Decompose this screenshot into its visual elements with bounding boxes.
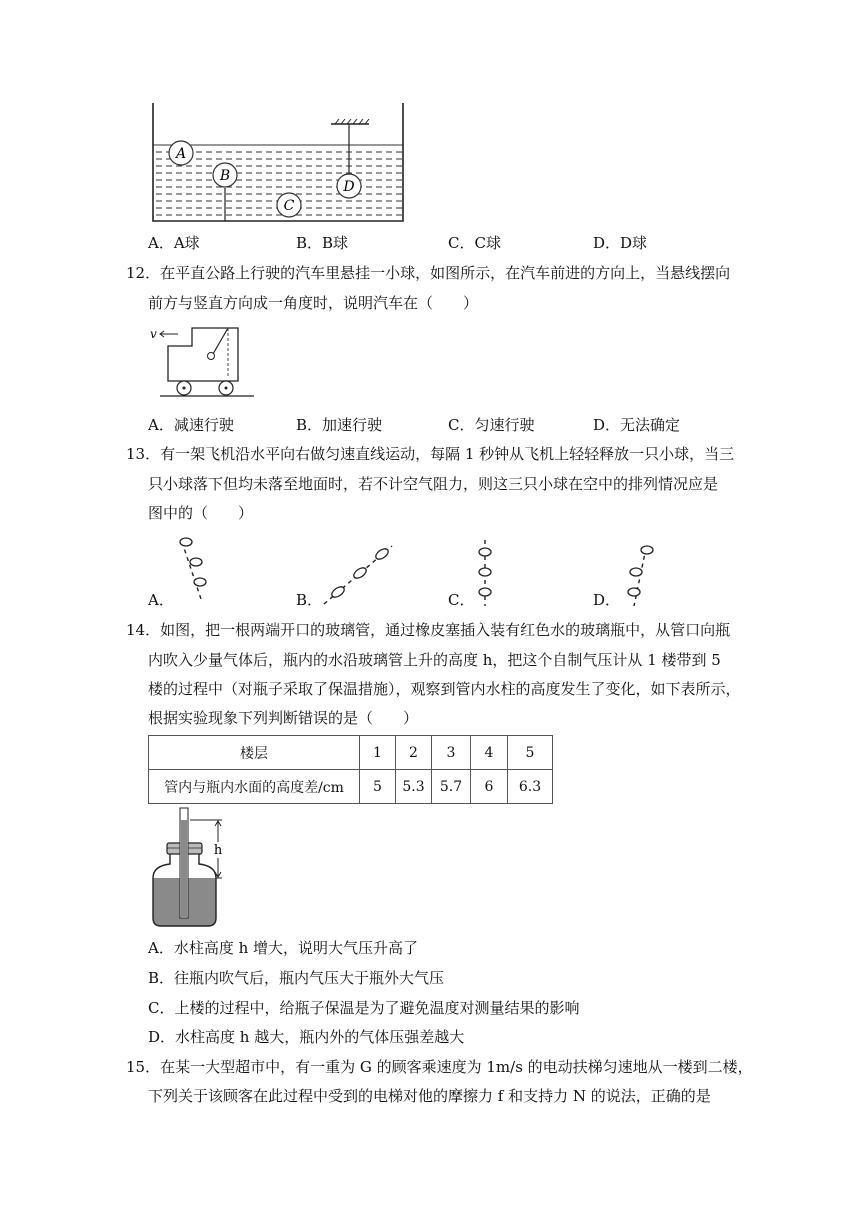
q12-option-d: D．无法确定: [593, 416, 681, 434]
q14-option-d: D．水柱高度 h 越大，瓶内外的气体压强差越大: [148, 1028, 465, 1046]
svg-text:C: C: [283, 198, 295, 214]
table-cell: 5: [508, 736, 553, 770]
ball-a: [169, 141, 193, 165]
q15-stem-line-1: 15．在某一大型超市中，有一重为 G 的顾客乘速度为 1m/s 的电动扶梯匀速地从一楼到二楼，: [126, 1058, 753, 1076]
q14-stem-line-1: 14．如图，把一根两端开口的玻璃管，通过橡皮塞插入装有红色水的玻璃瓶中，从管口向瓶: [126, 621, 731, 639]
table-row: [149, 736, 553, 770]
q13-option-d: D．: [593, 591, 621, 609]
q12-stem-line-2: 前方与竖直方向成一角度时，说明汽车在（ ）: [148, 294, 479, 312]
table-header-floor: 楼层: [149, 736, 360, 770]
q11-option-a: A．A球: [148, 234, 200, 252]
barometer-figure: [148, 806, 243, 931]
table-cell: 6: [471, 770, 508, 804]
q14-option-b: B．往瓶内吹气后，瓶内气压大于瓶外大气压: [148, 969, 445, 987]
q13-option-a: A．: [148, 591, 174, 609]
table-header-height: 管内与瓶内水面的高度差/cm: [149, 770, 360, 804]
table-cell: 4: [471, 736, 508, 770]
ball-d: [337, 174, 361, 198]
svg-text:v: v: [150, 327, 157, 341]
tank-figure: [145, 100, 410, 225]
q13-option-b: B．: [296, 591, 323, 609]
q13-figure-b: [318, 540, 398, 606]
ball-c: [277, 193, 301, 217]
q11-option-c: C．C球: [448, 234, 501, 252]
floor-height-table: [148, 735, 553, 804]
table-row: [149, 770, 553, 804]
svg-text:h: h: [213, 843, 223, 858]
q13-figure-d: [614, 538, 660, 608]
q13-stem-line-2: 只小球落下但均未落至地面时，若不计空气阻力，则这三只小球在空中的排列情况应是: [148, 475, 719, 493]
svg-text:A: A: [175, 146, 187, 162]
car-figure: [146, 318, 256, 400]
table-cell: 3: [432, 736, 471, 770]
q12-stem-line-1: 12．在平直公路上行驶的汽车里悬挂一小球，如图所示，在汽车前进的方向上，当悬线摆向: [126, 264, 731, 282]
q13-figure-c: [470, 538, 500, 608]
q15-stem-line-2: 下列关于该顾客在此过程中受到的电梯对他的摩擦力 f 和支持力 N 的说法，正确的是: [148, 1087, 711, 1105]
q14-option-c: C．上楼的过程中，给瓶子保温是为了避免温度对测量结果的影响: [148, 999, 580, 1017]
q14-stem-line-2: 内吹入少量气体后，瓶内的水沿玻璃管上升的高度 h，把这个自制气压计从 1 楼带到 5: [148, 651, 721, 669]
table-cell: 1: [360, 736, 396, 770]
q13-stem-line-1: 13．有一架飞机沿水平向右做匀速直线运动，每隔 1 秒钟从飞机上轻轻释放一只小球，当三: [126, 445, 735, 463]
q11-option-d: D．D球: [593, 234, 648, 252]
q12-option-b: B．加速行驶: [296, 416, 383, 434]
q11-option-b: B．B球: [296, 234, 349, 252]
ball-b: [213, 163, 237, 187]
q14-stem-line-4: 根据实验现象下列判断错误的是（ ）: [148, 709, 419, 727]
q14-option-a: A．水柱高度 h 增大，说明大气压升高了: [148, 939, 419, 957]
q12-option-a: A．减速行驶: [148, 416, 234, 434]
q13-figure-a: [168, 530, 218, 605]
table-cell: 5.7: [432, 770, 471, 804]
q14-stem-line-3: 楼的过程中（对瓶子采取了保温措施），观察到管内水柱的高度发生了变化，如下表所示，: [148, 680, 741, 698]
svg-text:B: B: [219, 168, 231, 184]
q12-option-c: C．匀速行驶: [448, 416, 535, 434]
table-cell: 6.3: [508, 770, 553, 804]
q13-option-c: C．: [448, 591, 475, 609]
svg-text:D: D: [343, 179, 355, 195]
table-cell: 5: [360, 770, 396, 804]
ceiling-support: [331, 119, 369, 124]
table-cell: 5.3: [396, 770, 432, 804]
table-cell: 2: [396, 736, 432, 770]
q13-stem-line-3: 图中的（ ）: [148, 504, 254, 522]
